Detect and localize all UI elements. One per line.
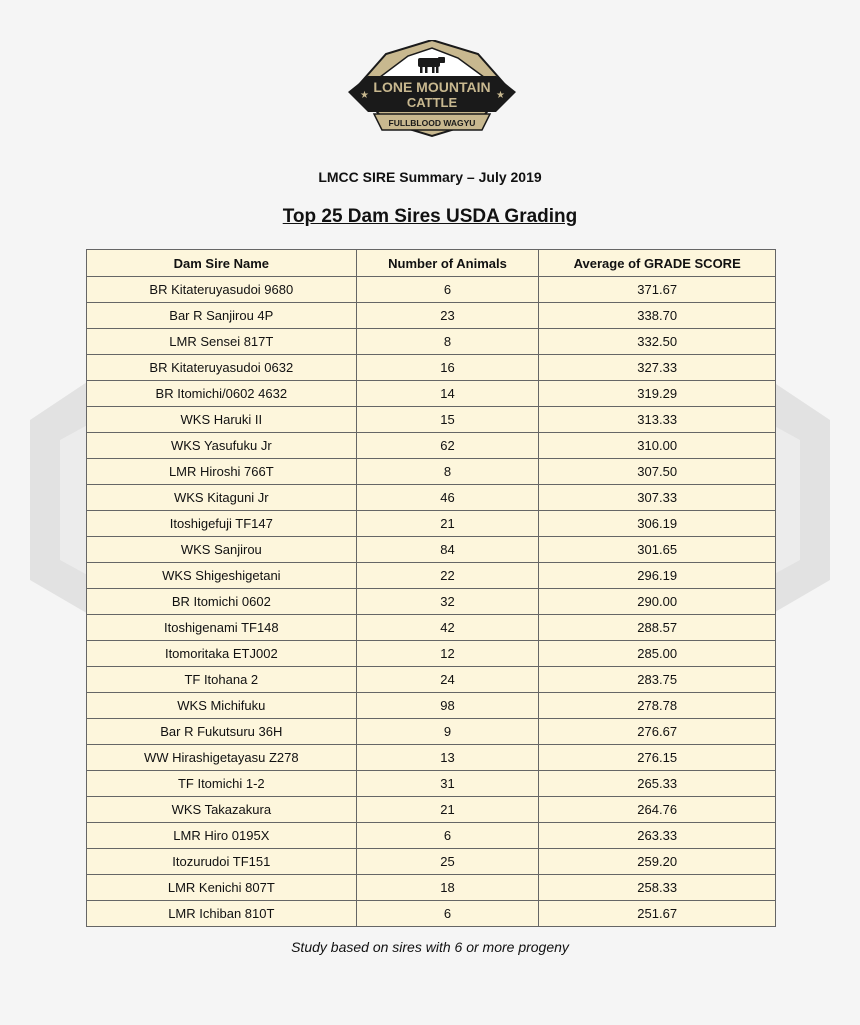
grade-score-cell: 307.33: [539, 485, 776, 511]
number-of-animals-cell: 15: [356, 407, 539, 433]
table-row: [87, 615, 776, 641]
svg-text:FULLBLOOD WAGYU: FULLBLOOD WAGYU: [388, 118, 476, 128]
grade-score-cell: 306.19: [539, 511, 776, 537]
table-row: [87, 745, 776, 771]
dam-sire-name-cell: Bar R Sanjirou 4P: [87, 303, 357, 329]
table-row: [87, 901, 776, 927]
grade-score-cell: 278.78: [539, 693, 776, 719]
footnote: Study based on sires with 6 or more progeny: [291, 939, 569, 955]
number-of-animals-cell: 13: [356, 745, 539, 771]
grade-score-cell: 310.00: [539, 433, 776, 459]
table-row: [87, 589, 776, 615]
grade-score-cell: 288.57: [539, 615, 776, 641]
table-row: [87, 355, 776, 381]
table-body: [87, 277, 776, 927]
number-of-animals-cell: 98: [356, 693, 539, 719]
report-subtitle: LMCC SIRE Summary – July 2019: [318, 169, 542, 185]
grade-score-cell: 301.65: [539, 537, 776, 563]
grade-score-cell: 332.50: [539, 329, 776, 355]
grade-score-cell: 251.67: [539, 901, 776, 927]
number-of-animals-cell: 32: [356, 589, 539, 615]
grade-score-cell: 338.70: [539, 303, 776, 329]
grade-score-cell: 265.33: [539, 771, 776, 797]
dam-sire-name-cell: WKS Sanjirou: [87, 537, 357, 563]
number-of-animals-cell: 21: [356, 797, 539, 823]
table-row: [87, 485, 776, 511]
dam-sire-name-cell: WKS Yasufuku Jr: [87, 433, 357, 459]
table-row: [87, 459, 776, 485]
table-row: [87, 433, 776, 459]
table-header-row: [87, 250, 776, 277]
number-of-animals-cell: 9: [356, 719, 539, 745]
dam-sire-name-cell: BR Itomichi/0602 4632: [87, 381, 357, 407]
grade-score-cell: 285.00: [539, 641, 776, 667]
grade-score-cell: 258.33: [539, 875, 776, 901]
svg-text:CATTLE: CATTLE: [406, 95, 458, 110]
grade-score-cell: 313.33: [539, 407, 776, 433]
dam-sire-name-cell: WKS Kitaguni Jr: [87, 485, 357, 511]
table-row: [87, 329, 776, 355]
number-of-animals-cell: 6: [356, 823, 539, 849]
svg-text:LONE MOUNTAIN: LONE MOUNTAIN: [373, 79, 491, 95]
table-row: [87, 875, 776, 901]
dam-sire-name-cell: LMR Hiroshi 766T: [87, 459, 357, 485]
table-row: [87, 693, 776, 719]
dam-sire-name-cell: BR Kitateruyasudoi 0632: [87, 355, 357, 381]
grade-score-cell: 283.75: [539, 667, 776, 693]
dam-sire-name-cell: TF Itohana 2: [87, 667, 357, 693]
table-row: [87, 303, 776, 329]
svg-text:★: ★: [360, 90, 369, 101]
dam-sires-table: [86, 249, 776, 927]
grade-score-cell: 259.20: [539, 849, 776, 875]
dam-sire-name-cell: WKS Michifuku: [87, 693, 357, 719]
number-of-animals-cell: 14: [356, 381, 539, 407]
grade-score-cell: 290.00: [539, 589, 776, 615]
number-of-animals-cell: 62: [356, 433, 539, 459]
number-of-animals-cell: 18: [356, 875, 539, 901]
table-row: [87, 797, 776, 823]
table-row: [87, 563, 776, 589]
dam-sire-name-cell: LMR Ichiban 810T: [87, 901, 357, 927]
number-of-animals-cell: 46: [356, 485, 539, 511]
dam-sire-name-cell: WKS Takazakura: [87, 797, 357, 823]
dam-sire-name-cell: Itozurudoi TF151: [87, 849, 357, 875]
number-of-animals-cell: 22: [356, 563, 539, 589]
dam-sire-name-cell: BR Kitateruyasudoi 9680: [87, 277, 357, 303]
table-row: [87, 771, 776, 797]
dam-sire-name-cell: WW Hirashigetayasu Z278: [87, 745, 357, 771]
column-header-dam-sire-name: Dam Sire Name: [87, 250, 357, 277]
page-title: Top 25 Dam Sires USDA Grading: [282, 206, 578, 227]
number-of-animals-cell: 12: [356, 641, 539, 667]
table-row: [87, 407, 776, 433]
grade-score-cell: 327.33: [539, 355, 776, 381]
table-row: [87, 823, 776, 849]
dam-sire-name-cell: BR Itomichi 0602: [87, 589, 357, 615]
number-of-animals-cell: 8: [356, 459, 539, 485]
grade-score-cell: 276.67: [539, 719, 776, 745]
grade-score-cell: 276.15: [539, 745, 776, 771]
dam-sire-name-cell: Itomoritaka ETJ002: [87, 641, 357, 667]
number-of-animals-cell: 6: [356, 901, 539, 927]
lone-mountain-cattle-logo: [346, 40, 518, 144]
table-row: [87, 641, 776, 667]
grade-score-cell: 296.19: [539, 563, 776, 589]
number-of-animals-cell: 8: [356, 329, 539, 355]
table-row: [87, 667, 776, 693]
dam-sire-name-cell: WKS Shigeshigetani: [87, 563, 357, 589]
grade-score-cell: 307.50: [539, 459, 776, 485]
table-row: [87, 511, 776, 537]
table-row: [87, 719, 776, 745]
table-row: [87, 849, 776, 875]
table-row: [87, 277, 776, 303]
number-of-animals-cell: 42: [356, 615, 539, 641]
number-of-animals-cell: 24: [356, 667, 539, 693]
number-of-animals-cell: 16: [356, 355, 539, 381]
dam-sire-name-cell: LMR Sensei 817T: [87, 329, 357, 355]
dam-sire-name-cell: Itoshigefuji TF147: [87, 511, 357, 537]
dam-sire-name-cell: Itoshigenami TF148: [87, 615, 357, 641]
number-of-animals-cell: 6: [356, 277, 539, 303]
number-of-animals-cell: 31: [356, 771, 539, 797]
svg-text:★: ★: [496, 90, 505, 101]
grade-score-cell: 319.29: [539, 381, 776, 407]
grade-score-cell: 263.33: [539, 823, 776, 849]
number-of-animals-cell: 25: [356, 849, 539, 875]
column-header-number-of-animals: Number of Animals: [356, 250, 539, 277]
dam-sire-name-cell: Bar R Fukutsuru 36H: [87, 719, 357, 745]
table-row: [87, 537, 776, 563]
grade-score-cell: 264.76: [539, 797, 776, 823]
dam-sire-name-cell: TF Itomichi 1-2: [87, 771, 357, 797]
dam-sire-name-cell: WKS Haruki II: [87, 407, 357, 433]
dam-sire-name-cell: LMR Kenichi 807T: [87, 875, 357, 901]
number-of-animals-cell: 23: [356, 303, 539, 329]
dam-sire-name-cell: LMR Hiro 0195X: [87, 823, 357, 849]
number-of-animals-cell: 84: [356, 537, 539, 563]
column-header-average-grade-score: Average of GRADE SCORE: [539, 250, 776, 277]
grade-score-cell: 371.67: [539, 277, 776, 303]
table-row: [87, 381, 776, 407]
number-of-animals-cell: 21: [356, 511, 539, 537]
